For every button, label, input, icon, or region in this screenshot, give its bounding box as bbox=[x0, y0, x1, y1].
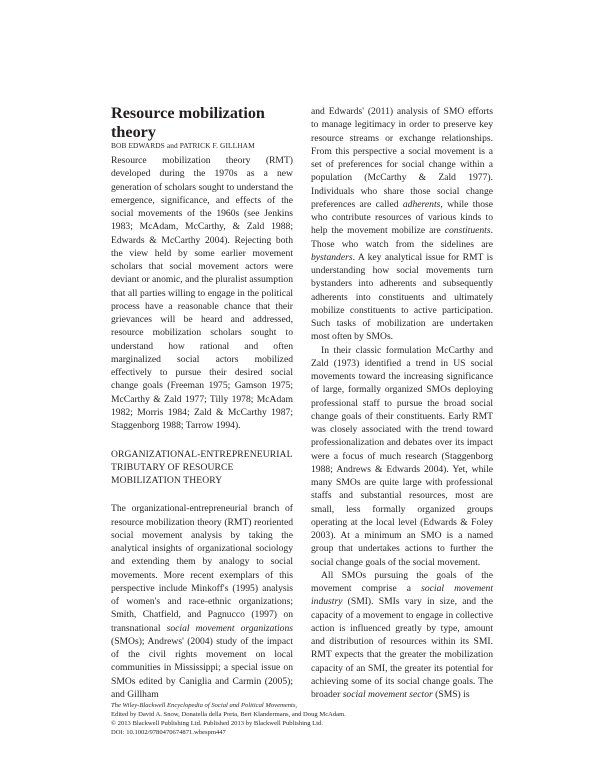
text-run: (SMI). SMIs vary in size, and the capacity of a movement to engage in collective action is influenced greatly by type, amount and distribution of resources within its SMI. RMT expects that the greater the mobilization capacity of an SMI, the greater its potential for achieving some of its social change goals. The broader bbox=[311, 596, 493, 700]
emphasis-text: social movement industry bbox=[311, 583, 493, 608]
text-run: and Edwards' (2011) analysis of SMO efforts to manage legitimacy in order to preserve key resource streams or exchange relationships. From this perspective a social movement is a set of preferences for social change within a population (McCarthy & Zald 1977). Individuals who share those social change preferences are called bbox=[311, 106, 493, 210]
left-column bbox=[111, 154, 293, 701]
body-paragraph bbox=[311, 569, 493, 702]
editors-line: Edited by David A. Snow, Donatella della Porta, Bert Klandermans, and Doug McAdam. bbox=[111, 711, 346, 718]
right-column bbox=[311, 105, 493, 701]
text-run: (SMS) is bbox=[432, 689, 470, 700]
article-title: Resource mobilization theory bbox=[111, 104, 265, 141]
copyright-line: © 2013 Blackwell Publishing Ltd. Published 2013 by Blackwell Publishing Ltd. bbox=[111, 720, 323, 727]
emphasis-text: adherents bbox=[402, 198, 441, 210]
text-run: The organizational-entrepreneurial branch of resource mobilization theory (RMT) reoriented social movement analysis by taking the analytical insights of organizational sociology and extending them by analogy to social movements. More recent exemplars of this perspective include Minkoff's (1995) analysis of women's and race-ethnic organizations; Smith, Chatfield, and Pagnucco (1997) on transnational bbox=[111, 503, 293, 634]
intro-paragraph: Resource mobilization theory (RMT) developed during the 1970s as a new generation of scholars sought to understand the emergence, significance, and effects of the social movements of the 1960s (see Jenkins 1983; McAdam, McCarthy, & Zald 1988; Edwards & McCarthy 2004). Rejecting both the view held by some earlier movement scholars that social movement actors were deviant or anomic, and the pluralist assumption that all parties willing to engage in the political process have a reasonable chance that their grievances will be heard and addressed, resource mobilization scholars sought to understand how rational and often marginalized social actors mobilized effectively to pursue their desired social change goals (Freeman 1975; Gamson 1975; McCarthy & Zald 1977; Tilly 1978; McAdam 1982; Morris 1984; Zald & McCarthy 1987; Staggenborg 1988; Tarrow 1994). bbox=[111, 155, 293, 431]
body-paragraph bbox=[311, 105, 493, 344]
text-run: . A key analytical issue for RMT is understanding how social movements turn bystanders into adherents and subsequently adherents into constituents and ultimately mobilize constituents to active participation. Such tasks of mobilization are undertaken most often by SMOs. bbox=[311, 251, 493, 343]
text-run: (SMOs); Andrews' (2004) study of the impact of the civil rights movement on local communities in Mississippi; a special issue on SMOs edited by Caniglia and Carmin (2005); and Gillham bbox=[111, 635, 293, 700]
section-heading: ORGANIZATIONAL-ENTREPRENEURIAL TRIBUTARY OF RESOURCE MOBILIZATION THEORY bbox=[111, 449, 293, 487]
text-run: , while those who contribute resources of various kinds to help the movement mobilize are bbox=[311, 198, 493, 237]
article-authors: BOB EDWARDS and PATRICK F. GILLHAM bbox=[111, 141, 255, 150]
citation-footer bbox=[111, 701, 511, 737]
emphasis-text: social movement organizations bbox=[166, 622, 293, 634]
body-paragraph bbox=[111, 502, 293, 701]
text-run: All SMOs pursuing the goals of the movement comprise a bbox=[311, 569, 493, 594]
emphasis-text: social movement sector bbox=[342, 689, 433, 700]
emphasis-text: bystanders bbox=[311, 251, 353, 263]
doi-line: DOI: 10.1002/9780470674871.wbespm447 bbox=[111, 729, 226, 736]
body-paragraph: In their classic formulation McCarthy and Zald (1973) identified a trend in US social movements toward the increasing significance of large, formally organized SMOs deploying professional staff to pursue the broad social change goals of their constituents. Early RMT was closely associated with the trend toward professionalization and debates over its impact were a focus of much research (Staggenborg 1988; Andrews & Edwards 2004). Yet, while many SMOs are quite large with professional staffs and substantial resources, most are small, less formally organized groups operating at the local level (Edwards & Foley 2003). At a minimum an SMO is a named group that undertakes actions to further the social change goals of the social movement. bbox=[311, 344, 493, 568]
text-run: . Those who watch from the sidelines are bbox=[311, 225, 493, 250]
book-title: The Wiley-Blackwell Encyclopedia of Social and Political Movements, bbox=[111, 702, 298, 709]
emphasis-text: constituents bbox=[444, 225, 491, 237]
